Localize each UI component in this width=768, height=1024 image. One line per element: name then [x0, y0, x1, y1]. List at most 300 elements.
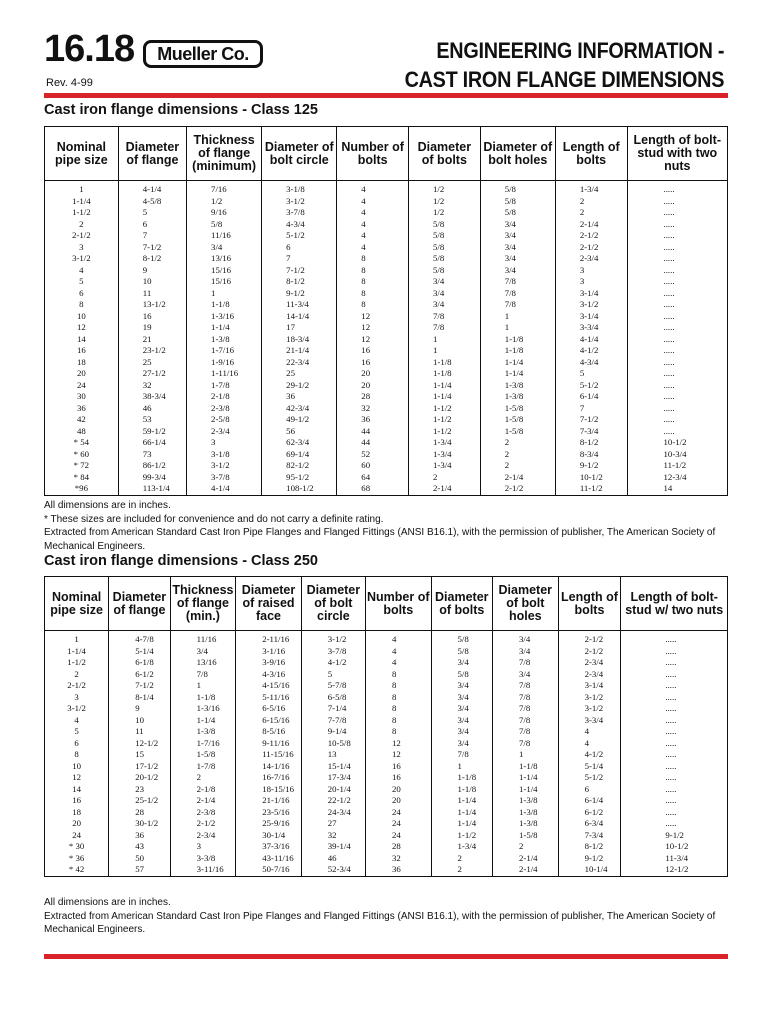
table-cell: 2-1/4: [480, 472, 555, 484]
table-cell: 86-1/2: [118, 460, 186, 472]
table-cell: 2-5/8: [187, 414, 262, 426]
table-cell: 20: [337, 368, 409, 380]
table-cell: .....: [627, 345, 727, 357]
table-cell: 4-3/4: [555, 357, 627, 369]
table-cell: 6-5/16: [236, 703, 302, 715]
table-cell: 3/4: [480, 265, 555, 277]
table-cell: 39-1/4: [301, 841, 365, 853]
table-cell: 10: [45, 311, 119, 323]
table-cell: 19: [118, 322, 186, 334]
table-cell: 66-1/4: [118, 437, 186, 449]
table-cell: 3: [45, 692, 109, 704]
table-cell: 13-1/2: [118, 299, 186, 311]
table-row: [45, 380, 728, 392]
table-cell: .....: [621, 818, 728, 830]
table-cell: 1: [431, 761, 492, 773]
table-cell: 8: [365, 692, 431, 704]
table-cell: 22-3/4: [262, 357, 337, 369]
table-cell: .....: [627, 391, 727, 403]
table-cell: 24-3/4: [301, 807, 365, 819]
table-cell: 7/8: [480, 276, 555, 288]
table-cell: 42: [45, 414, 119, 426]
table-row: [45, 449, 728, 461]
table-cell: 2-1/2: [558, 631, 621, 646]
table-cell: 43: [109, 841, 170, 853]
table-row: [45, 322, 728, 334]
table-cell: 3-1/2: [301, 631, 365, 646]
table-cell: 4: [337, 207, 409, 219]
table-cell: 5/8: [409, 219, 481, 231]
table-cell: 5-1/4: [109, 646, 170, 658]
table-cell: 20: [45, 368, 119, 380]
table-row: [45, 391, 728, 403]
table-cell: 5-1/2: [555, 380, 627, 392]
table-cell: 2-11/16: [236, 631, 302, 646]
table-row: [45, 726, 728, 738]
table-cell: 6-5/8: [301, 692, 365, 704]
table-cell: 7-1/2: [109, 680, 170, 692]
table-cell: 1-1/2: [431, 830, 492, 842]
table-cell: 20-1/4: [301, 784, 365, 796]
table-cell: 12: [337, 334, 409, 346]
table-cell: 1-3/8: [493, 818, 559, 830]
table-cell: 24: [365, 807, 431, 819]
table-cell: 1-1/8: [409, 368, 481, 380]
table-cell: 11/16: [187, 230, 262, 242]
table-cell: 3-1/2: [262, 196, 337, 208]
table-cell: 27-1/2: [118, 368, 186, 380]
table-row: [45, 345, 728, 357]
table-cell: 1-1/4: [493, 772, 559, 784]
table-cell: 11: [118, 288, 186, 300]
table-cell: 1-1/4: [431, 795, 492, 807]
table-cell: 73: [118, 449, 186, 461]
table-cell: 1-1/8: [187, 299, 262, 311]
class250-header-cell: Diameter of bolt holes: [493, 577, 559, 631]
table-cell: 1-1/4: [493, 784, 559, 796]
table-row: [45, 207, 728, 219]
table-cell: 30: [45, 391, 119, 403]
table-cell: 5-1/2: [262, 230, 337, 242]
table-cell: 1-9/16: [187, 357, 262, 369]
table-cell: 1-1/8: [480, 334, 555, 346]
class125-table: [44, 126, 728, 496]
table-cell: 1-11/16: [187, 368, 262, 380]
table-cell: 11: [109, 726, 170, 738]
table-cell: 1-5/8: [480, 414, 555, 426]
table-cell: 10-1/2: [555, 472, 627, 484]
table-cell: 5: [555, 368, 627, 380]
table-row: [45, 437, 728, 449]
table-cell: 2-3/4: [170, 830, 236, 842]
table-cell: 2-1/2: [45, 230, 119, 242]
table-cell: .....: [621, 703, 728, 715]
table-cell: 2: [555, 207, 627, 219]
table-cell: .....: [627, 196, 727, 208]
table-cell: 4-1/4: [187, 483, 262, 495]
table-cell: 1-3/16: [170, 703, 236, 715]
table-cell: 9: [118, 265, 186, 277]
mueller-logo: Mueller Co.: [143, 40, 263, 68]
table-cell: 3-3/4: [555, 322, 627, 334]
table-cell: 6-15/16: [236, 715, 302, 727]
table-cell: 2: [555, 196, 627, 208]
table-row: [45, 657, 728, 669]
table-cell: 3-1/4: [555, 288, 627, 300]
table-cell: 1/2: [409, 207, 481, 219]
table-cell: 10-5/8: [301, 738, 365, 750]
table-cell: 1-3/8: [480, 380, 555, 392]
table-cell: 52: [337, 449, 409, 461]
table-cell: 3-7/8: [262, 207, 337, 219]
table-cell: 2-3/8: [187, 403, 262, 415]
table-cell: 95-1/2: [262, 472, 337, 484]
table-cell: 1: [480, 311, 555, 323]
table-cell: 5-11/16: [236, 692, 302, 704]
table-cell: 7/8: [493, 657, 559, 669]
table-cell: 7/16: [187, 181, 262, 196]
table-cell: 3/4: [431, 703, 492, 715]
table-cell: 56: [262, 426, 337, 438]
table-cell: 2-1/2: [558, 646, 621, 658]
table-cell: 20: [365, 795, 431, 807]
table-cell: 12: [337, 311, 409, 323]
table-cell: 1-1/4: [431, 807, 492, 819]
table-cell: 46: [301, 853, 365, 865]
table-cell: 11-1/2: [555, 483, 627, 495]
table-cell: .....: [621, 738, 728, 750]
table-cell: .....: [627, 322, 727, 334]
table-cell: 28: [365, 841, 431, 853]
table-cell: 1-1/4: [187, 322, 262, 334]
table-cell: 1-1/4: [45, 646, 109, 658]
table-cell: 5/8: [187, 219, 262, 231]
table-cell: 1-3/8: [480, 391, 555, 403]
table-cell: 2-1/2: [555, 230, 627, 242]
table-cell: 8: [337, 253, 409, 265]
table-cell: 2-3/4: [558, 657, 621, 669]
table-cell: 2-1/2: [480, 483, 555, 495]
table-cell: 50-7/16: [236, 864, 302, 876]
table-cell: 14-1/16: [236, 761, 302, 773]
table-cell: 3-1/2: [555, 299, 627, 311]
table-cell: 5/8: [409, 265, 481, 277]
table-cell: 7-7/8: [301, 715, 365, 727]
revision-label: Rev. 4-99: [46, 77, 93, 89]
table-cell: 15-1/4: [301, 761, 365, 773]
table-cell: 4-1/2: [555, 345, 627, 357]
table-row: [45, 299, 728, 311]
table-cell: 7/8: [409, 322, 481, 334]
note-line: All dimensions are in inches.: [44, 500, 171, 511]
class250-title: Cast iron flange dimensions - Class 250: [44, 553, 318, 569]
table-cell: 3/4: [493, 669, 559, 681]
table-row: [45, 749, 728, 761]
table-cell: 16: [45, 345, 119, 357]
table-cell: 8-3/4: [555, 449, 627, 461]
table-cell: 17-3/4: [301, 772, 365, 784]
table-cell: 21-1/4: [262, 345, 337, 357]
table-cell: 8: [337, 288, 409, 300]
table-cell: 1-1/4: [409, 380, 481, 392]
table-cell: 7: [555, 403, 627, 415]
table-cell: 1-3/8: [493, 807, 559, 819]
table-cell: .....: [621, 715, 728, 727]
table-cell: .....: [621, 669, 728, 681]
table-cell: 7/8: [493, 703, 559, 715]
table-cell: 4: [45, 265, 119, 277]
table-cell: 4: [558, 738, 621, 750]
table-cell: 36: [337, 414, 409, 426]
table-cell: 12: [337, 322, 409, 334]
table-cell: 12-1/2: [621, 864, 728, 876]
page-title: [404, 36, 724, 94]
table-cell: 5/8: [480, 181, 555, 196]
table-cell: 7/8: [409, 311, 481, 323]
table-cell: 2-1/2: [45, 680, 109, 692]
page-title-line-2: CAST IRON FLANGE DIMENSIONS: [404, 67, 724, 92]
table-cell: 12: [45, 772, 109, 784]
table-cell: 4: [365, 631, 431, 646]
table-cell: 3/4: [480, 253, 555, 265]
table-cell: 1/2: [409, 196, 481, 208]
table-cell: 36: [109, 830, 170, 842]
table-cell: 59-1/2: [118, 426, 186, 438]
table-cell: 6-1/4: [558, 795, 621, 807]
table-cell: 43-11/16: [236, 853, 302, 865]
page-title-line-1: ENGINEERING INFORMATION -: [436, 38, 724, 63]
table-cell: 1: [409, 334, 481, 346]
table-cell: 3-1/4: [555, 311, 627, 323]
table-cell: 10: [45, 761, 109, 773]
table-cell: 10-1/2: [627, 437, 727, 449]
table-cell: 20-1/2: [109, 772, 170, 784]
table-cell: 5: [45, 276, 119, 288]
table-cell: 7: [118, 230, 186, 242]
table-cell: 3-1/4: [558, 680, 621, 692]
class125-header-cell: Nominal pipe size: [45, 127, 119, 181]
table-cell: .....: [621, 657, 728, 669]
table-cell: 16: [118, 311, 186, 323]
table-cell: 4-1/4: [555, 334, 627, 346]
table-cell: 5/8: [431, 646, 492, 658]
table-cell: 28: [337, 391, 409, 403]
table-cell: 44: [337, 437, 409, 449]
table-cell: 28: [109, 807, 170, 819]
table-cell: 14: [45, 334, 119, 346]
table-cell: .....: [621, 680, 728, 692]
table-row: [45, 483, 728, 495]
table-cell: 30-1/2: [109, 818, 170, 830]
table-cell: .....: [621, 749, 728, 761]
table-cell: 3/4: [493, 631, 559, 646]
table-cell: .....: [627, 357, 727, 369]
table-cell: 82-1/2: [262, 460, 337, 472]
table-cell: 3: [555, 276, 627, 288]
table-cell: 1-3/4: [409, 460, 481, 472]
table-cell: 12-1/2: [109, 738, 170, 750]
class250-header-row: [45, 577, 728, 631]
table-row: [45, 631, 728, 646]
table-cell: 1: [45, 631, 109, 646]
table-cell: 1: [45, 181, 119, 196]
table-cell: 2-1/2: [555, 242, 627, 254]
table-cell: 13/16: [170, 657, 236, 669]
bottom-red-divider: [44, 954, 728, 959]
table-cell: 3-7/8: [301, 646, 365, 658]
table-row: [45, 414, 728, 426]
table-cell: 1-1/2: [45, 657, 109, 669]
table-cell: 2-1/4: [555, 219, 627, 231]
table-cell: 8-1/2: [118, 253, 186, 265]
table-row: [45, 253, 728, 265]
table-cell: 113-1/4: [118, 483, 186, 495]
table-cell: 3-1/2: [45, 703, 109, 715]
table-cell: .....: [627, 426, 727, 438]
table-cell: 16: [365, 772, 431, 784]
table-cell: 57: [109, 864, 170, 876]
table-cell: 36: [365, 864, 431, 876]
table-row: [45, 288, 728, 300]
table-cell: 32: [118, 380, 186, 392]
table-cell: 4: [337, 181, 409, 196]
table-cell: 25-1/2: [109, 795, 170, 807]
table-cell: .....: [627, 403, 727, 415]
table-cell: 2-1/4: [493, 864, 559, 876]
table-cell: 7-1/2: [262, 265, 337, 277]
table-row: [45, 841, 728, 853]
table-cell: 4-7/8: [109, 631, 170, 646]
class250-table: [44, 576, 728, 877]
table-cell: 4-1/4: [118, 181, 186, 196]
table-cell: .....: [627, 181, 727, 196]
table-cell: 11-3/4: [621, 853, 728, 865]
table-cell: 5-7/8: [301, 680, 365, 692]
table-cell: 1: [480, 322, 555, 334]
table-cell: 1-1/4: [480, 357, 555, 369]
table-cell: 1-3/8: [493, 795, 559, 807]
table-cell: 7/8: [493, 715, 559, 727]
table-row: [45, 242, 728, 254]
table-row: [45, 669, 728, 681]
table-cell: 9: [109, 703, 170, 715]
table-cell: 3/4: [493, 646, 559, 658]
class125-header-row: [45, 127, 728, 181]
table-row: [45, 692, 728, 704]
class125-title: Cast iron flange dimensions - Class 125: [44, 102, 318, 118]
table-cell: 3/4: [431, 726, 492, 738]
table-cell: 1-1/2: [409, 403, 481, 415]
table-cell: 2: [409, 472, 481, 484]
table-cell: 46: [118, 403, 186, 415]
table-cell: 6: [558, 784, 621, 796]
table-cell: 7/8: [480, 288, 555, 300]
table-cell: 2-1/8: [187, 391, 262, 403]
table-cell: 36: [262, 391, 337, 403]
table-cell: .....: [621, 772, 728, 784]
table-cell: 64: [337, 472, 409, 484]
table-row: [45, 460, 728, 472]
table-cell: 4-3/4: [262, 219, 337, 231]
table-cell: 3/4: [480, 230, 555, 242]
table-cell: * 72: [45, 460, 119, 472]
class125-header-cell: Thickness of flange (minimum): [187, 127, 262, 181]
table-cell: 1-1/2: [45, 207, 119, 219]
table-cell: 5/8: [409, 242, 481, 254]
table-cell: 8: [365, 669, 431, 681]
table-row: [45, 230, 728, 242]
table-cell: 23-5/16: [236, 807, 302, 819]
table-cell: 24: [365, 830, 431, 842]
table-cell: 11-3/4: [262, 299, 337, 311]
table-cell: 4: [365, 646, 431, 658]
table-cell: 3-1/2: [558, 703, 621, 715]
table-cell: 15/16: [187, 265, 262, 277]
table-cell: 1-7/8: [170, 761, 236, 773]
table-cell: 8: [365, 703, 431, 715]
table-cell: .....: [627, 207, 727, 219]
table-cell: 30-1/4: [236, 830, 302, 842]
table-cell: 5: [301, 669, 365, 681]
table-cell: * 36: [45, 853, 109, 865]
table-cell: 7/8: [170, 669, 236, 681]
table-cell: 8: [337, 276, 409, 288]
table-row: [45, 715, 728, 727]
table-cell: 9/16: [187, 207, 262, 219]
table-cell: 4: [45, 715, 109, 727]
table-cell: 52-3/4: [301, 864, 365, 876]
table-cell: 1-5/8: [480, 426, 555, 438]
class125-header-cell: Diameter of bolt circle: [262, 127, 337, 181]
table-cell: 1: [409, 345, 481, 357]
table-row: [45, 703, 728, 715]
table-cell: 20: [337, 380, 409, 392]
table-cell: 8: [337, 265, 409, 277]
table-cell: 60: [337, 460, 409, 472]
table-cell: 1-7/8: [187, 380, 262, 392]
table-cell: .....: [621, 807, 728, 819]
table-cell: 108-1/2: [262, 483, 337, 495]
table-cell: 25: [262, 368, 337, 380]
table-cell: 2-3/4: [558, 669, 621, 681]
table-cell: 1-1/8: [431, 784, 492, 796]
class250-header-cell: Length of bolt-stud w/ two nuts: [621, 577, 728, 631]
table-cell: 4-15/16: [236, 680, 302, 692]
table-cell: 5: [45, 726, 109, 738]
table-cell: 15/16: [187, 276, 262, 288]
table-cell: 5-1/4: [558, 761, 621, 773]
class250-header-cell: Length of bolts: [558, 577, 621, 631]
table-cell: 2: [480, 449, 555, 461]
table-cell: 12: [365, 749, 431, 761]
table-cell: 37-3/16: [236, 841, 302, 853]
table-cell: 3/4: [431, 680, 492, 692]
table-cell: 4: [337, 196, 409, 208]
table-cell: 7/8: [493, 692, 559, 704]
table-cell: 10-1/4: [558, 864, 621, 876]
table-cell: 3-1/16: [236, 646, 302, 658]
table-cell: .....: [627, 334, 727, 346]
table-cell: 6-3/4: [558, 818, 621, 830]
class250-header-cell: Diameter of bolts: [431, 577, 492, 631]
table-cell: 3-7/8: [187, 472, 262, 484]
table-cell: 3/4: [187, 242, 262, 254]
class250-header-cell: Thickness of flange (min.): [170, 577, 236, 631]
table-cell: 1-3/4: [409, 437, 481, 449]
table-cell: 6: [118, 219, 186, 231]
table-cell: 4-5/8: [118, 196, 186, 208]
table-cell: 1-1/8: [170, 692, 236, 704]
